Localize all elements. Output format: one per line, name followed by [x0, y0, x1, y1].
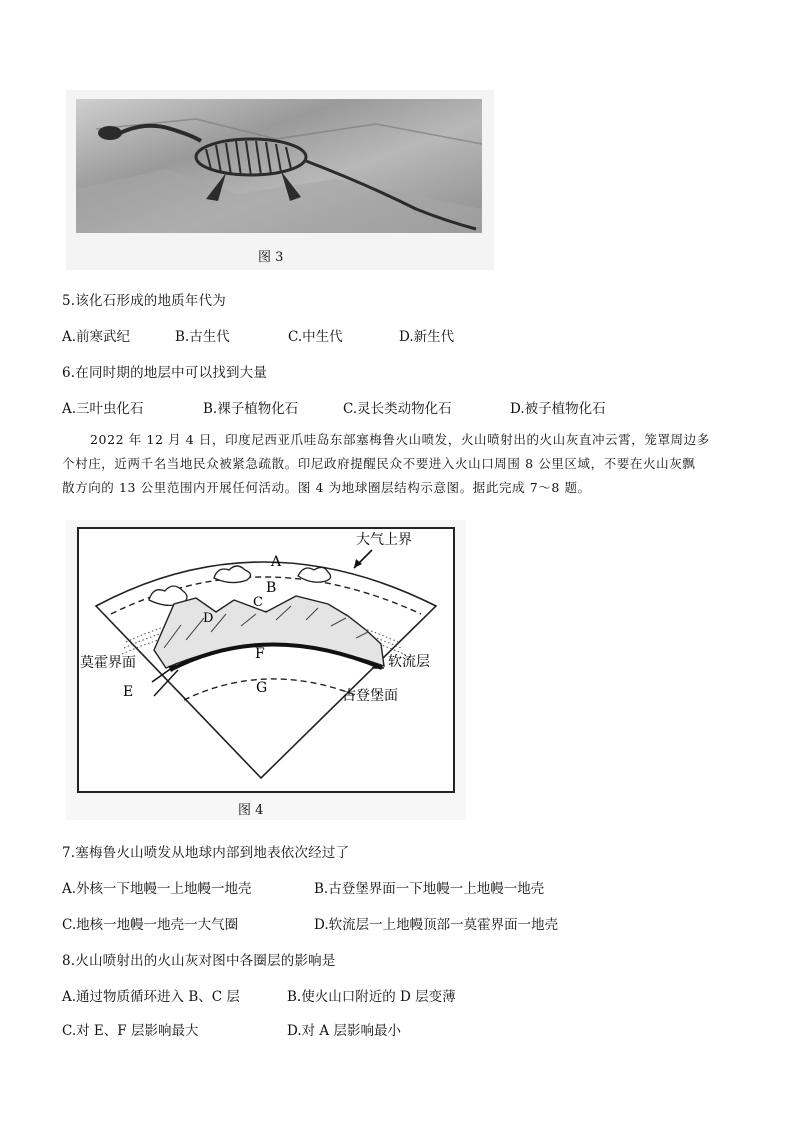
q8-option-a[interactable]: A.通过物质循环进入 B、C 层 — [62, 989, 240, 1005]
q6-option-d[interactable]: D.被子植物化石 — [510, 401, 606, 417]
q6-option-b[interactable]: B.裸子植物化石 — [203, 401, 299, 417]
q5-option-b[interactable]: B.古生代 — [175, 329, 230, 345]
label-atmosphere-top: 大气上界 — [356, 532, 412, 548]
q5-option-a[interactable]: A.前寒武纪 — [62, 329, 131, 345]
q6-option-a[interactable]: A.三叶虫化石 — [62, 401, 144, 417]
question-6-stem: 6.在同时期的地层中可以找到大量 — [62, 365, 268, 381]
label-g: G — [256, 680, 268, 696]
label-d: D — [203, 611, 214, 626]
q7-option-b[interactable]: B.古登堡界面一下地幔一上地幔一地壳 — [314, 881, 545, 897]
label-moho: 莫霍界面 — [80, 655, 136, 671]
q7-option-c[interactable]: C.地核一地幔一地壳一大气圈 — [62, 917, 239, 933]
label-a: A — [271, 554, 282, 570]
passage-line-2: 个村庄，近两千名当地民众被紧急疏散。印尼政府提醒民众不要进入火山口周围 8 公里区域，不要在火山灰飘 — [62, 456, 696, 471]
earth-structure-diagram — [66, 520, 466, 820]
q7-option-a[interactable]: A.外核一下地幔一上地幔一地壳 — [62, 881, 252, 897]
passage-line-3: 散方向的 13 公里范围内开展任何活动。图 4 为地球圈层结构示意图。据此完成 7～8 题。 — [62, 480, 591, 495]
passage-line-1: 2022 年 12 月 4 日，印度尼西亚爪哇岛东部塞梅鲁火山喷发，火山喷射出的火山灰直冲云霄，笼罩周边多 — [90, 432, 710, 447]
q8-option-b[interactable]: B.使火山口附近的 D 层变薄 — [287, 989, 456, 1005]
label-f: F — [255, 646, 265, 662]
figure3-caption: 图 3 — [258, 250, 284, 265]
q5-option-c[interactable]: C.中生代 — [288, 329, 343, 345]
q5-option-d[interactable]: D.新生代 — [399, 329, 455, 345]
question-5-stem: 5.该化石形成的地质年代为 — [62, 293, 226, 309]
label-e: E — [123, 684, 134, 700]
q6-option-c[interactable]: C.灵长类动物化石 — [343, 401, 452, 417]
q8-option-d[interactable]: D.对 A 层影响最小 — [287, 1023, 401, 1039]
fossil-photo — [76, 99, 482, 233]
q7-option-d[interactable]: D.软流层一上地幔顶部一莫霍界面一地壳 — [314, 917, 559, 933]
question-7-stem: 7.塞梅鲁火山喷发从地球内部到地表依次经过了 — [62, 845, 350, 861]
label-c: C — [253, 595, 263, 610]
label-gutenberg: 古登堡面 — [342, 688, 398, 704]
question-8-stem: 8.火山喷射出的火山灰对图中各圈层的影响是 — [62, 953, 336, 969]
q8-option-c[interactable]: C.对 E、F 层影响最大 — [62, 1023, 199, 1039]
reading-passage — [62, 428, 752, 500]
label-b: B — [266, 580, 277, 596]
fossil-drawing — [76, 99, 482, 233]
figure4-caption: 图 4 — [238, 803, 264, 818]
label-asthenosphere: 软流层 — [388, 654, 430, 670]
